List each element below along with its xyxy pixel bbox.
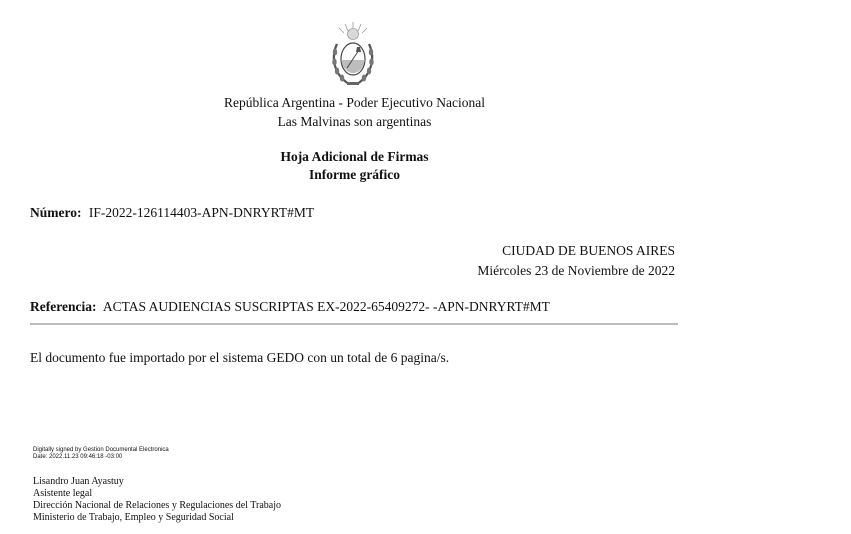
numero-label: Número: xyxy=(30,205,82,220)
referencia-row xyxy=(30,299,550,315)
header-line-1: República Argentina - Poder Ejecutivo Nacional xyxy=(223,95,486,110)
signer-role: Asistente legal xyxy=(33,488,93,499)
signer-ministry: Ministerio de Trabajo, Empleo y Seguridad Social xyxy=(33,512,234,523)
body-text: El documento fue importado por el sistema GEDO con un total de 6 pagina/s. xyxy=(30,350,450,365)
referencia-value: ACTAS AUDIENCIAS SUSCRIPTAS EX-2022-65409272- -APN-DNRYRT#MT xyxy=(102,299,550,314)
digital-signature-stamp xyxy=(33,447,169,461)
document-subtitle: Informe gráfico xyxy=(308,167,401,182)
city: CIUDAD DE BUENOS AIRES xyxy=(502,243,675,258)
divider xyxy=(30,323,678,325)
document-title: Hoja Adicional de Firmas xyxy=(280,149,429,164)
digital-signature-line-1: Digitally signed by Gestion Documental Electronica xyxy=(33,447,169,453)
signer-office: Dirección Nacional de Relaciones y Regulaciones del Trabajo xyxy=(33,500,281,511)
coat-of-arms-icon xyxy=(327,20,379,90)
numero-value: IF-2022-126114403-APN-DNRYRT#MT xyxy=(88,205,315,220)
numero-row xyxy=(30,205,314,221)
referencia-label: Referencia: xyxy=(30,299,97,314)
digital-signature-line-2: Date: 2022.11.23 09:46:18 -03:00 xyxy=(33,454,123,460)
header-line-2: Las Malvinas son argentinas xyxy=(277,114,432,129)
signer-name: Lisandro Juan Ayastuy xyxy=(33,476,124,487)
date: Miércoles 23 de Noviembre de 2022 xyxy=(477,263,675,278)
signer-block xyxy=(33,476,281,524)
